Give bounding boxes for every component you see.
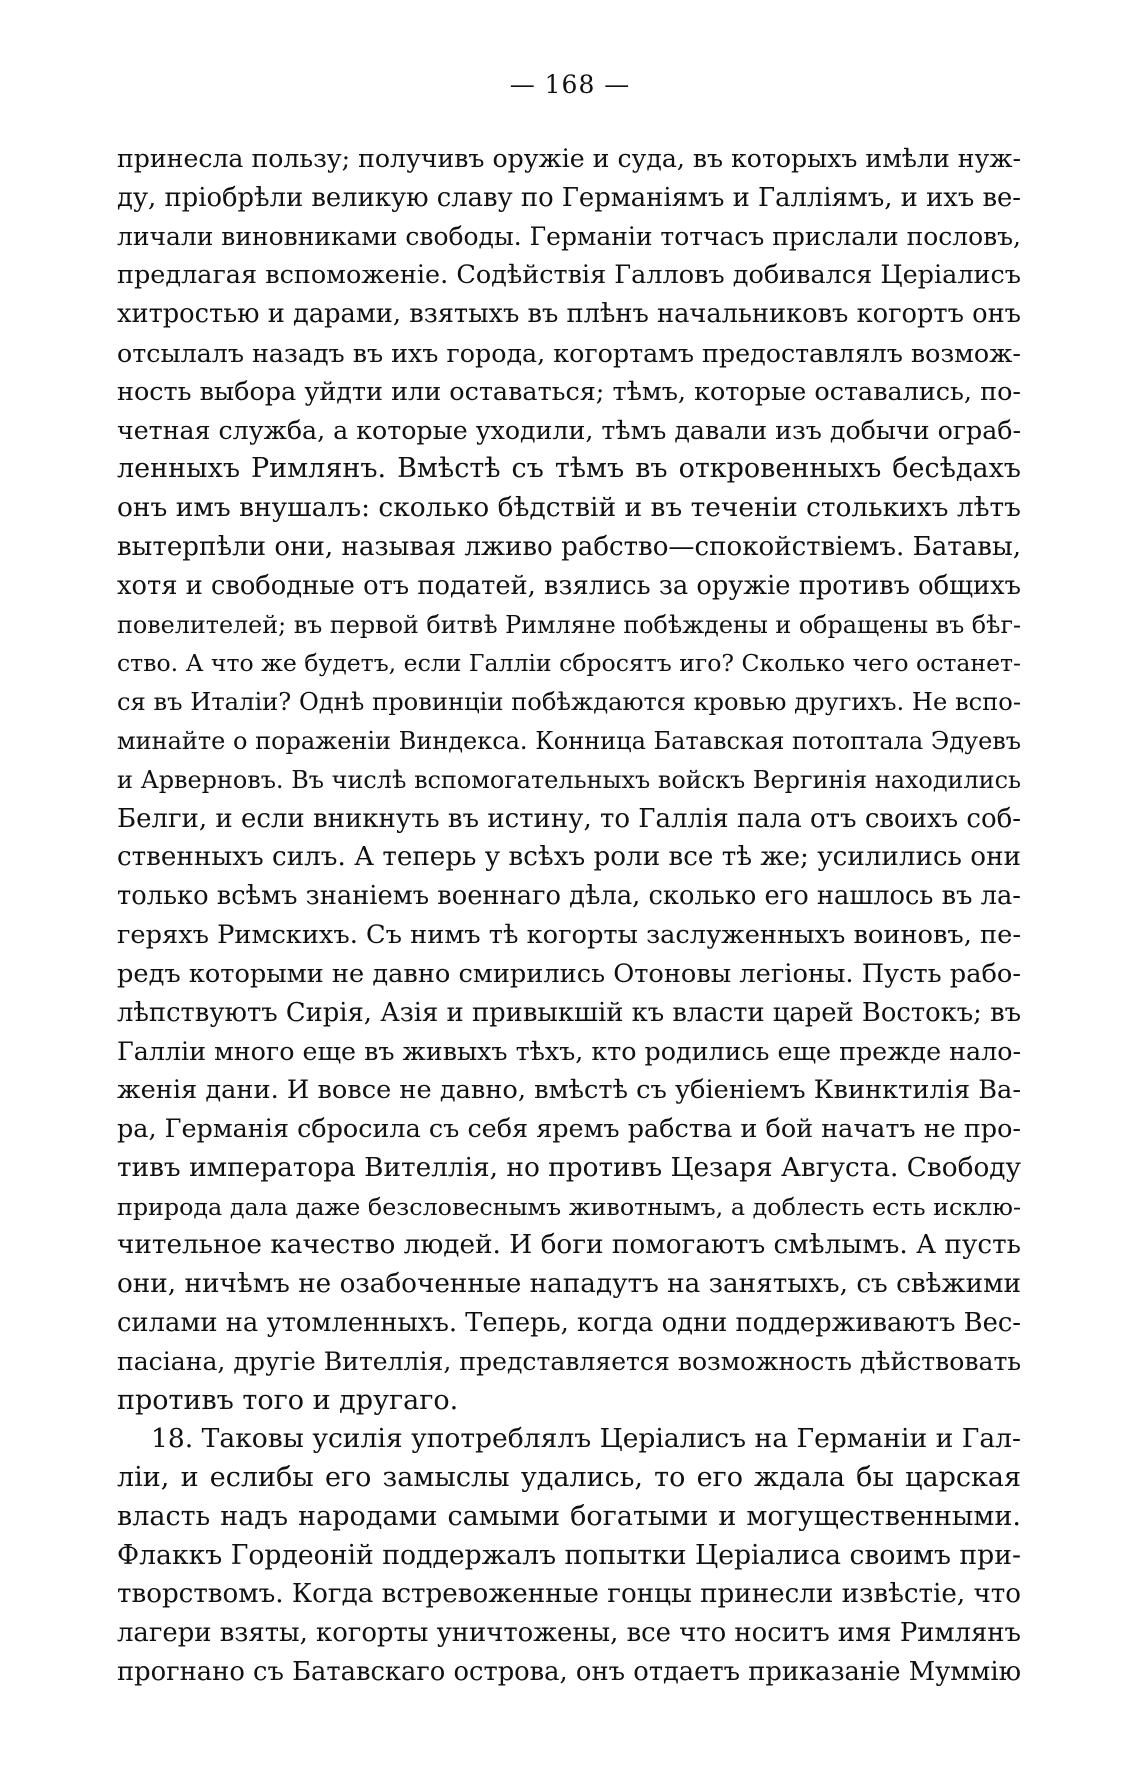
text-line: ность выбора уйдти или оставаться; тѣмъ, которые оставались, по-: [117, 376, 1021, 407]
text-line: ство. А что же будетъ, если Галліи сбросятъ иго? Сколько чего останет-: [117, 649, 1021, 678]
text-line: Белги, и если вникнуть въ истину, то Галлія пала отъ своихъ соб-: [117, 803, 1021, 834]
text-line: силами на утомленныхъ. Теперь, когда одни поддерживаютъ Вес-: [117, 1307, 1021, 1338]
text-line: ся въ Италіи? Однѣ провинціи побѣждаются кровью другихъ. Не вспо-: [117, 688, 1021, 717]
text-line: отсылалъ назадъ въ ихъ города, когортамъ предоставлялъ возмож-: [117, 337, 1021, 368]
text-line: принесла пользу; получивъ оружіе и суда, въ которыхъ имѣли нуж-: [117, 144, 1021, 173]
text-line: природа дала даже безсловеснымъ животнымъ, а доблесть есть исклю-: [117, 1192, 1021, 1221]
text-line: чительное качество людей. И боги помогаютъ смѣлымъ. А пусть: [117, 1230, 1021, 1261]
section-18-first-line: 18. Таковы усилія употреблялъ Церіалисъ на Германіи и Гал-: [151, 1423, 1021, 1455]
text-line: ственныхъ силъ. А теперь у всѣхъ роли все тѣ же; усилились они: [117, 842, 1021, 873]
text-line: Флаккъ Гордеоній поддержалъ попытки Церіалиса своимъ при-: [117, 1539, 1021, 1571]
text-line: вытерпѣли они, называя лживо рабство—спокойствіемъ. Батавы,: [117, 531, 1021, 562]
text-line: ра, Германія сбросила съ себя яремъ рабства и бой начатъ не про-: [117, 1113, 1021, 1144]
text-line: минайте о пораженіи Виндекса. Конница Батавская потоптала Эдуевъ: [117, 726, 1021, 755]
text-line: ду, пріобрѣли великую славу по Германіямъ и Галліямъ, и ихъ ве-: [117, 182, 1021, 213]
text-line: пасіана, другіе Вителлія, представляется возможность дѣйствовать: [117, 1346, 1021, 1376]
text-line: лѣпствуютъ Сирія, Азія и привыкшій къ власти царей Востокъ; въ: [117, 997, 1021, 1028]
text-line: тивъ императора Вителлія, но противъ Цезаря Августа. Свободу: [117, 1152, 1021, 1183]
text-line: геряхъ Римскихъ. Съ нимъ тѣ когорты заслуженныхъ воиновъ, пе-: [117, 919, 1021, 950]
text-line: личали виновниками свободы. Германіи тотчасъ прислали пословъ,: [117, 221, 1021, 251]
text-line: ленныхъ Римлянъ. Вмѣстѣ съ тѣмъ въ откровенныхъ бесѣдахъ: [117, 453, 1021, 485]
text-line: онъ имъ внушалъ: сколько бѣдствій и въ теченіи столькихъ лѣтъ: [117, 492, 1021, 524]
text-line: Галліи много еще въ живыхъ тѣхъ, кто родились еще прежде нало-: [117, 1036, 1021, 1067]
paragraph-end-line: противъ того и другаго.: [117, 1384, 459, 1416]
text-line: ліи, и еслибы его замыслы удались, то его ждала бы царская: [117, 1462, 1021, 1494]
text-line: редъ которыми не давно смирились Отоновы легіоны. Пусть рабо-: [117, 958, 1021, 989]
text-line: хитростью и дарами, взятыхъ въ плѣнъ начальниковъ когортъ онъ: [117, 299, 1021, 330]
text-line: прогнано съ Батавскаго острова, онъ отдаетъ приказаніе Муммію: [117, 1657, 1021, 1688]
text-line: повелителей; въ первой битвѣ Римляне побѣждены и обращены въ бѣг-: [117, 610, 1022, 639]
text-line: власть надъ народами самыми богатыми и могущественными.: [117, 1500, 1021, 1532]
text-line: творствомъ. Когда встревоженные гонцы принесли извѣстіе, что: [117, 1579, 1021, 1610]
text-line: женія дани. И вовсе не давно, вмѣстѣ съ убіеніемъ Квинктилія Ва-: [117, 1075, 1021, 1106]
text-line: только всѣмъ знаніемъ военнаго дѣла, сколько его нашлось въ ла-: [117, 881, 1021, 912]
body-text: [117, 140, 1021, 1692]
text-line: лагери взяты, когорты уничтожены, все что носитъ имя Римлянъ: [117, 1618, 1021, 1649]
text-line: они, ничѣмъ не озабоченные нападутъ на занятыхъ, съ свѣжими: [117, 1269, 1021, 1300]
text-line: четная служба, а которые уходили, тѣмъ давали изъ добычи ограб-: [117, 415, 1021, 445]
text-line: хотя и свободные отъ податей, взялись за оружіе противъ общихъ: [117, 570, 1021, 601]
text-line: предлагая вспоможеніе. Содѣйствія Галловъ добивался Церіалисъ: [117, 260, 1021, 291]
page-number: — 168 —: [509, 70, 631, 99]
text-line: и Арверновъ. Въ числѣ вспомогательныхъ войскъ Вергинія находились: [117, 765, 1021, 794]
